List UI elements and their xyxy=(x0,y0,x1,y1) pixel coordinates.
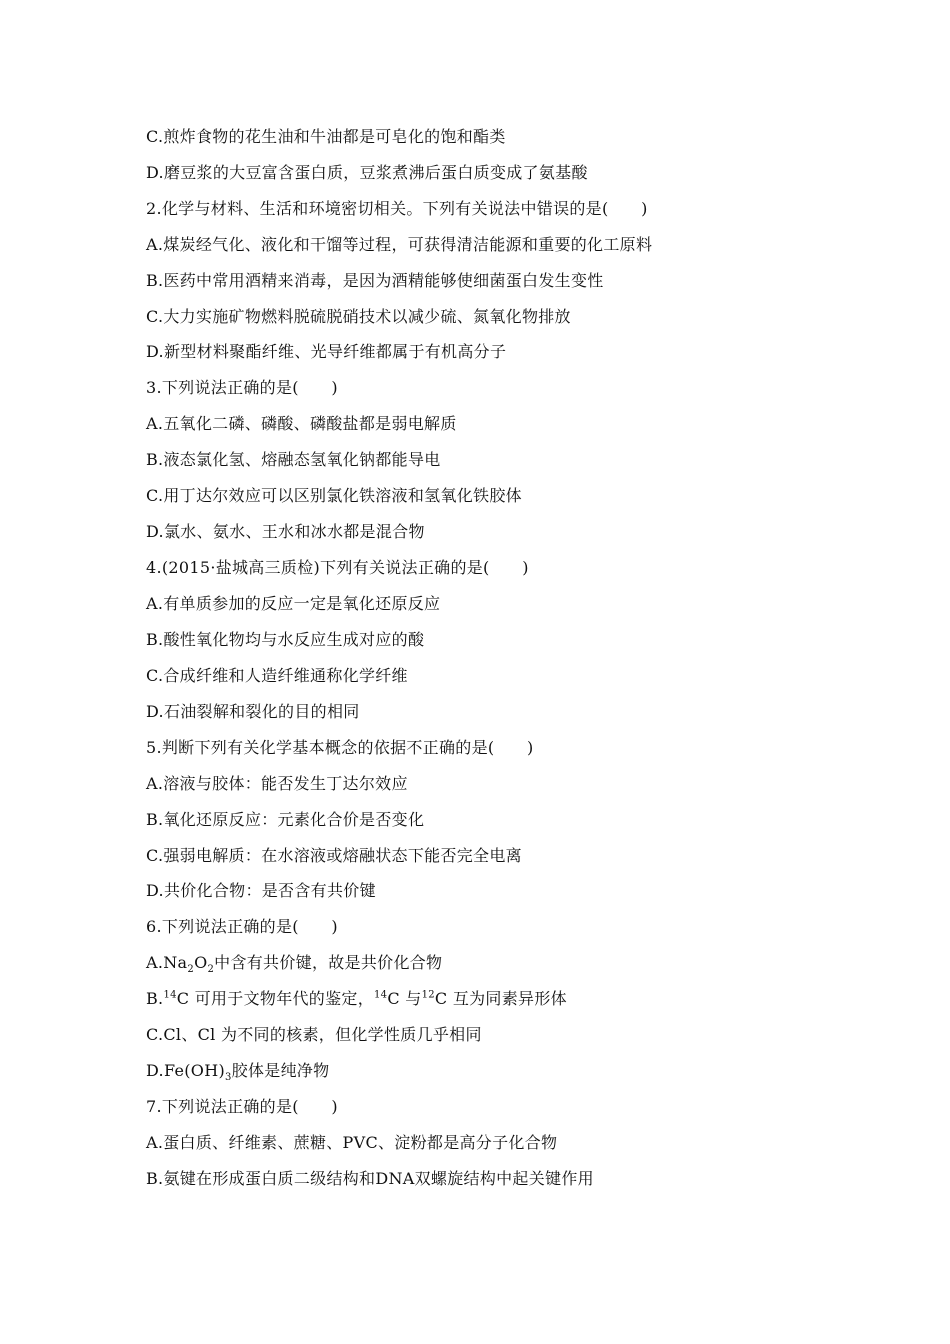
q6-a-text-1: A.Na xyxy=(146,953,188,972)
q6-option-d xyxy=(146,1061,330,1084)
q3-option-c: C.用丁达尔效应可以区别氯化铁溶液和氢氧化铁胶体 xyxy=(146,486,522,505)
q7-option-b: B.氨键在形成蛋白质二级结构和DNA双螺旋结构中起关键作用 xyxy=(146,1169,594,1188)
q3-option-a: A.五氧化二磷、磷酸、磷酸盐都是弱电解质 xyxy=(146,414,457,433)
question-2: 2.化学与材料、生活和环境密切相关。下列有关说法中错误的是( ) xyxy=(146,199,648,218)
q6-d-subscript-1: 3 xyxy=(225,1072,232,1084)
q5-option-c: C.强弱电解质：在水溶液或熔融状态下能否完全电离 xyxy=(146,846,522,865)
q3-option-d: D.氯水、氨水、王水和冰水都是混合物 xyxy=(146,522,425,541)
q6-d-text-2: 胶体是纯净物 xyxy=(231,1061,330,1080)
q4-option-b: B.酸性氧化物均与水反应生成对应的酸 xyxy=(146,630,425,649)
q5-option-a: A.溶液与胶体：能否发生丁达尔效应 xyxy=(146,774,408,793)
question-5: 5.判断下列有关化学基本概念的依据不正确的是( ) xyxy=(146,738,534,757)
q6-b-superscript-2: 14 xyxy=(374,989,388,1001)
question-7: 7.下列说法正确的是( ) xyxy=(146,1097,338,1116)
q6-option-b xyxy=(146,989,567,1009)
question-6: 6.下列说法正确的是( ) xyxy=(146,917,338,936)
q6-option-c: C.Cl、Cl 为不同的核素，但化学性质几乎相同 xyxy=(146,1025,482,1044)
q6-a-text-2: O xyxy=(194,953,208,972)
q2-option-c: C.大力实施矿物燃料脱硫脱硝技术以减少硫、氮氧化物排放 xyxy=(146,307,571,326)
q2-option-b: B.医药中常用酒精来消毒，是因为酒精能够使细菌蛋白发生变性 xyxy=(146,271,604,290)
q6-b-text-1: B. xyxy=(146,989,164,1008)
q6-b-superscript-1: 14 xyxy=(163,989,177,1001)
q6-option-a xyxy=(146,953,443,976)
q4-option-a: A.有单质参加的反应一定是氧化还原反应 xyxy=(146,594,441,613)
q3-option-b: B.液态氯化氢、熔融态氢氧化钠都能导电 xyxy=(146,450,441,469)
q6-d-text-1: D.Fe(OH) xyxy=(146,1061,225,1080)
q4-option-c: C.合成纤维和人造纤维通称化学纤维 xyxy=(146,666,408,685)
q7-option-a: A.蛋白质、纤维素、蔗糖、PVC、淀粉都是高分子化合物 xyxy=(146,1133,558,1152)
q1-option-d: D.磨豆浆的大豆富含蛋白质，豆浆煮沸后蛋白质变成了氨基酸 xyxy=(146,163,588,182)
q6-a-text-3: 中含有共价键，故是共价化合物 xyxy=(214,953,443,972)
q4-option-d: D.石油裂解和裂化的目的相同 xyxy=(146,702,360,721)
q5-option-b: B.氧化还原反应：元素化合价是否变化 xyxy=(146,810,425,829)
q1-option-c: C.煎炸食物的花生油和牛油都是可皂化的饱和酯类 xyxy=(146,127,506,146)
q6-b-superscript-3: 12 xyxy=(421,989,435,1001)
q2-option-d: D.新型材料聚酯纤维、光导纤维都属于有机高分子 xyxy=(146,342,507,361)
q6-b-text-2: C 可用于文物年代的鉴定， xyxy=(176,989,375,1008)
q6-a-subscript-1: 2 xyxy=(187,964,195,976)
q2-option-a: A.煤炭经气化、液化和干馏等过程，可获得清洁能源和重要的化工原料 xyxy=(146,235,653,254)
q6-a-subscript-2: 2 xyxy=(207,964,215,976)
q6-b-text-3: C 与 xyxy=(387,989,422,1008)
question-4: 4.(2015·盐城高三质检)下列有关说法正确的是( ) xyxy=(146,558,529,577)
q5-option-d: D.共价化合物：是否含有共价键 xyxy=(146,881,376,900)
q6-b-text-4: C 互为同素异形体 xyxy=(434,989,567,1008)
question-3: 3.下列说法正确的是( ) xyxy=(146,378,338,397)
